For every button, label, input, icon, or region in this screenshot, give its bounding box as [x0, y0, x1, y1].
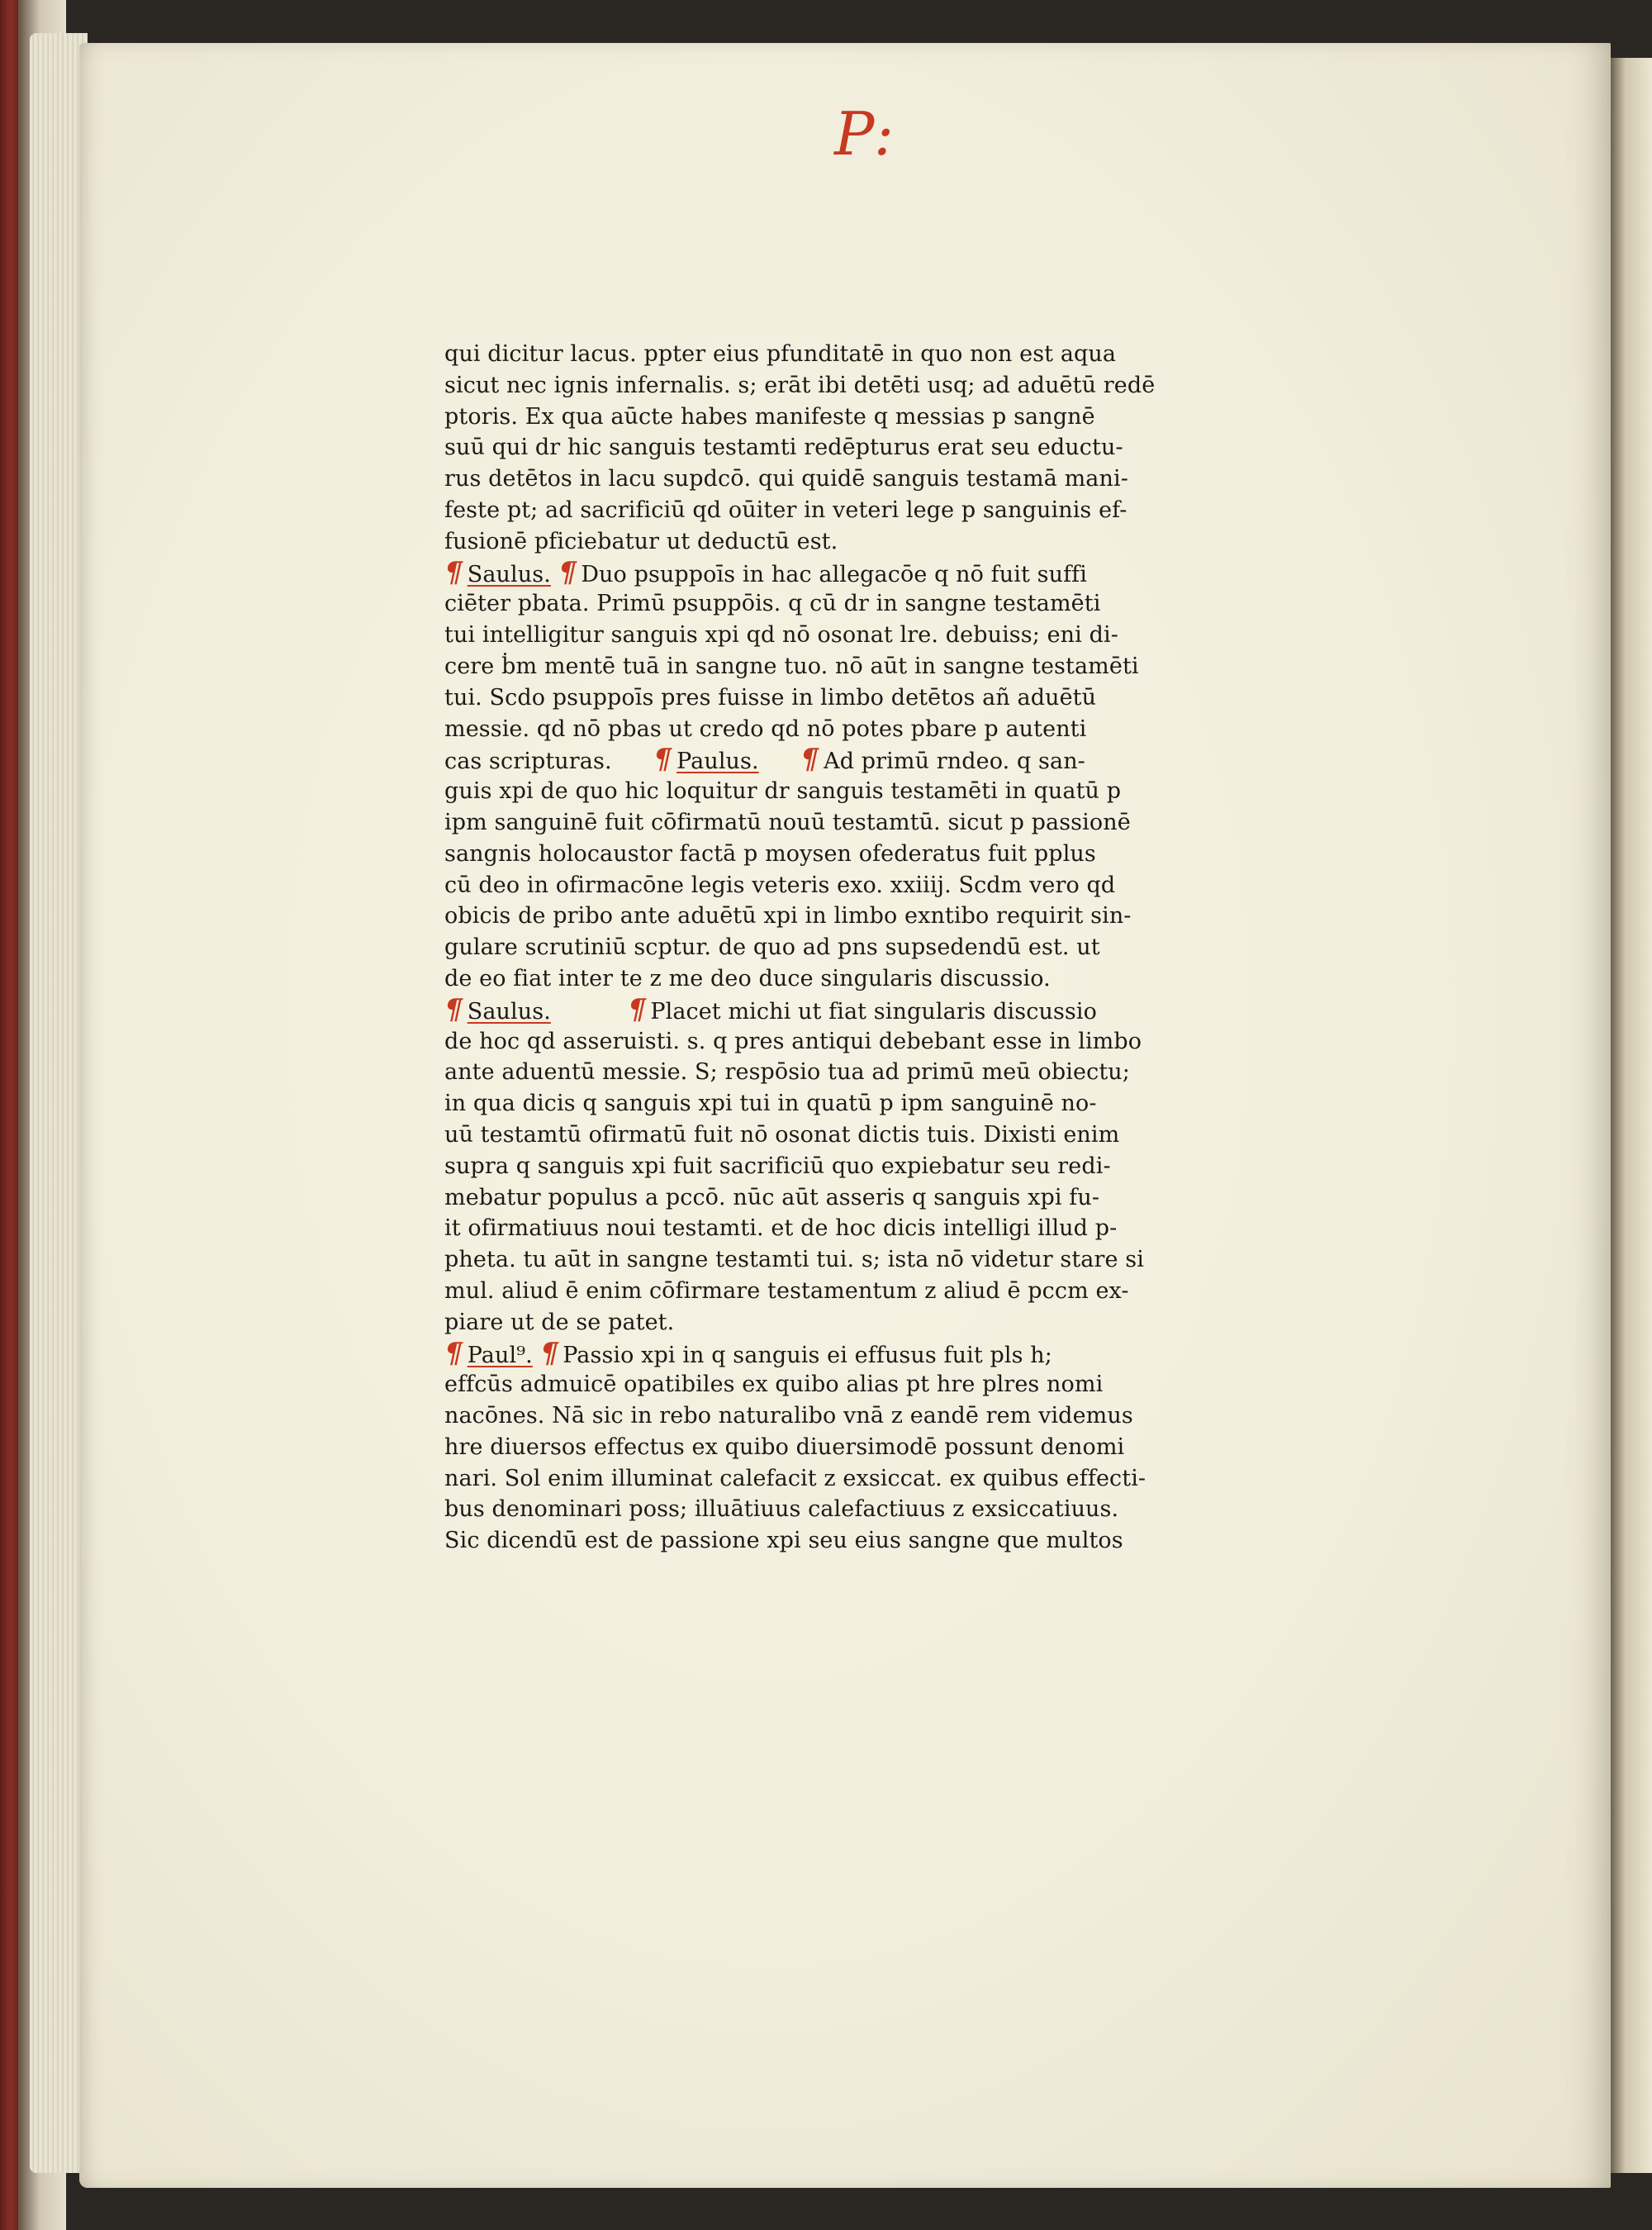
text-line: piare ut de se patet. — [444, 1309, 675, 1335]
text-line: effcūs admuicē opatibiles ex quibo alias pt hre plres nomi — [444, 1372, 1104, 1398]
binding-cloth — [0, 0, 18, 2230]
text-line: in qua dicis q sanguis xpi tui in quatū p ipm sanguinē no- — [444, 1091, 1097, 1117]
text-line: uū testamtū ofirmatū fuit nō osonat dictis tuis. Dixisti enim — [444, 1121, 1120, 1148]
text-line: obicis de pribo ante aduētū xpi in limbo exntibo requirit sin- — [444, 903, 1132, 930]
text-line: cere ḃm mentē tuā in sangne tuo. nō aūt in sangne testamēti — [444, 653, 1139, 679]
facing-page-edge — [1611, 58, 1652, 2173]
pilcrow-icon: ¶ — [624, 992, 649, 1026]
pilcrow-icon: ¶ — [440, 555, 467, 589]
text-line — [440, 1336, 1320, 1370]
text-line: gulare scrutiniū scptur. de quo ad pns supsedendū est. ut — [444, 934, 1100, 961]
text-line: tui intelligitur sanguis xpi qd nō osonat lre. debuiss; eni di- — [444, 622, 1118, 649]
text-line: sicut nec ignis infernalis. s; erāt ibi detēti usq; ad aduētū redē — [444, 372, 1156, 398]
text-line: tui. Scdo psuppoīs pres fuisse in limbo detētos añ aduētū — [444, 684, 1097, 711]
text-line: qui dicitur lacus. ppter eius pfunditatē in quo non est aqua — [444, 341, 1117, 367]
text-line: nacōnes. Nā sic in rebo naturalibo vnā z eandē rem videmus — [444, 1403, 1133, 1429]
text-line: de hoc qd asseruisti. s. q pres antiqui debebant esse in limbo — [444, 1028, 1142, 1054]
pilcrow-icon: ¶ — [650, 743, 676, 777]
text-line: guis xpi de quo hic loquitur dr sanguis testamēti in quatū p — [444, 778, 1122, 805]
speaker-name: Paul⁹. — [467, 1342, 533, 1368]
pilcrow-icon: ¶ — [797, 743, 823, 777]
text-line: ciēter pbata. Primū psuppōis. q cū dr in sangne testamēti — [444, 591, 1101, 617]
line-text: Ad primū rndeo. q san- — [824, 749, 1085, 775]
text-line: de eo fiat inter te z me deo duce singularis discussio. — [444, 965, 1051, 991]
pilcrow-icon: ¶ — [440, 1336, 467, 1370]
speaker-label — [468, 562, 551, 587]
text-line: ptoris. Ex qua aūcte habes manifeste q messias p sangnē — [444, 403, 1095, 430]
speaker-name: Saulus. — [467, 561, 551, 587]
text-line: mebatur populus a pccō. nūc aūt asseris q sanguis xpi fu- — [444, 1184, 1100, 1210]
text-line: sangnis holocaustor factā p moysen ofederatus fuit pplus — [444, 840, 1096, 867]
rubricated-headline: P: — [834, 99, 896, 169]
line-text: cas scripturas. — [444, 749, 612, 775]
line-text: Duo psuppoīs in hac allegacōe q nō fuit suffi — [581, 561, 1087, 587]
speaker-label — [676, 749, 759, 774]
text-line: ipm sanguinē fuit cōfirmatū nouū testamtū. sicut p passionē — [444, 809, 1131, 835]
text-line: suū qui dr hic sanguis testamti redēpturus erat seu eductu- — [444, 435, 1123, 461]
pilcrow-icon: ¶ — [536, 1336, 562, 1370]
text-line: mul. aliud ē enim cōfirmare testamentum z aliud ē pccm ex- — [444, 1277, 1129, 1304]
text-line — [440, 992, 1320, 1026]
text-line: feste pt; ad sacrificiū qd oūiter in veteri lege p sanguinis ef- — [444, 497, 1127, 523]
line-text: Placet michi ut fiat singularis discussio — [650, 998, 1097, 1025]
text-line: pheta. tu aūt in sangne testamti tui. s; ista nō videtur stare si — [444, 1247, 1144, 1273]
text-line: ante aduentū messie. S; respōsio tua ad primū meū obiectu; — [444, 1059, 1130, 1086]
text-line: messie. qd nō pbas ut credo qd nō potes pbare p autenti — [444, 716, 1087, 742]
line-text: Passio xpi in q sanguis ei effusus fuit pls h; — [563, 1342, 1052, 1368]
text-line — [440, 555, 1320, 589]
text-line: cū deo in ofirmacōne legis veteris exo. xxiiij. Scdm vero qd — [444, 872, 1116, 898]
text-line: it ofirmatiuus noui testamti. et de hoc dicis intelligi illud p- — [444, 1215, 1118, 1242]
speaker-name: Paulus. — [676, 749, 759, 775]
text-line: bus denominari poss; illuātiuus calefactiuus z exsiccatiuus. — [444, 1496, 1119, 1523]
text-line: nari. Sol enim illuminat calefacit z exsiccat. ex quibus effecti- — [444, 1465, 1146, 1491]
pilcrow-icon: ¶ — [440, 992, 467, 1026]
text-line — [444, 744, 1320, 776]
speaker-name: Saulus. — [467, 998, 551, 1025]
pilcrow-icon: ¶ — [554, 555, 580, 589]
text-line: hre diuersos effectus ex quibo diuersimodē possunt denomi — [444, 1434, 1125, 1460]
text-line: Sic dicendū est de passione xpi seu eius sangne que multos — [444, 1528, 1123, 1554]
speaker-label — [468, 1343, 533, 1368]
speaker-label — [468, 999, 551, 1025]
text-block — [440, 339, 1320, 1557]
text-line: supra q sanguis xpi fuit sacrificiū quo expiebatur seu redi- — [444, 1153, 1111, 1179]
text-line: rus detētos in lacu supdcō. qui quidē sanguis testamā mani- — [444, 466, 1128, 492]
text-line: fusionē pficiebatur ut deductū est. — [444, 528, 838, 554]
